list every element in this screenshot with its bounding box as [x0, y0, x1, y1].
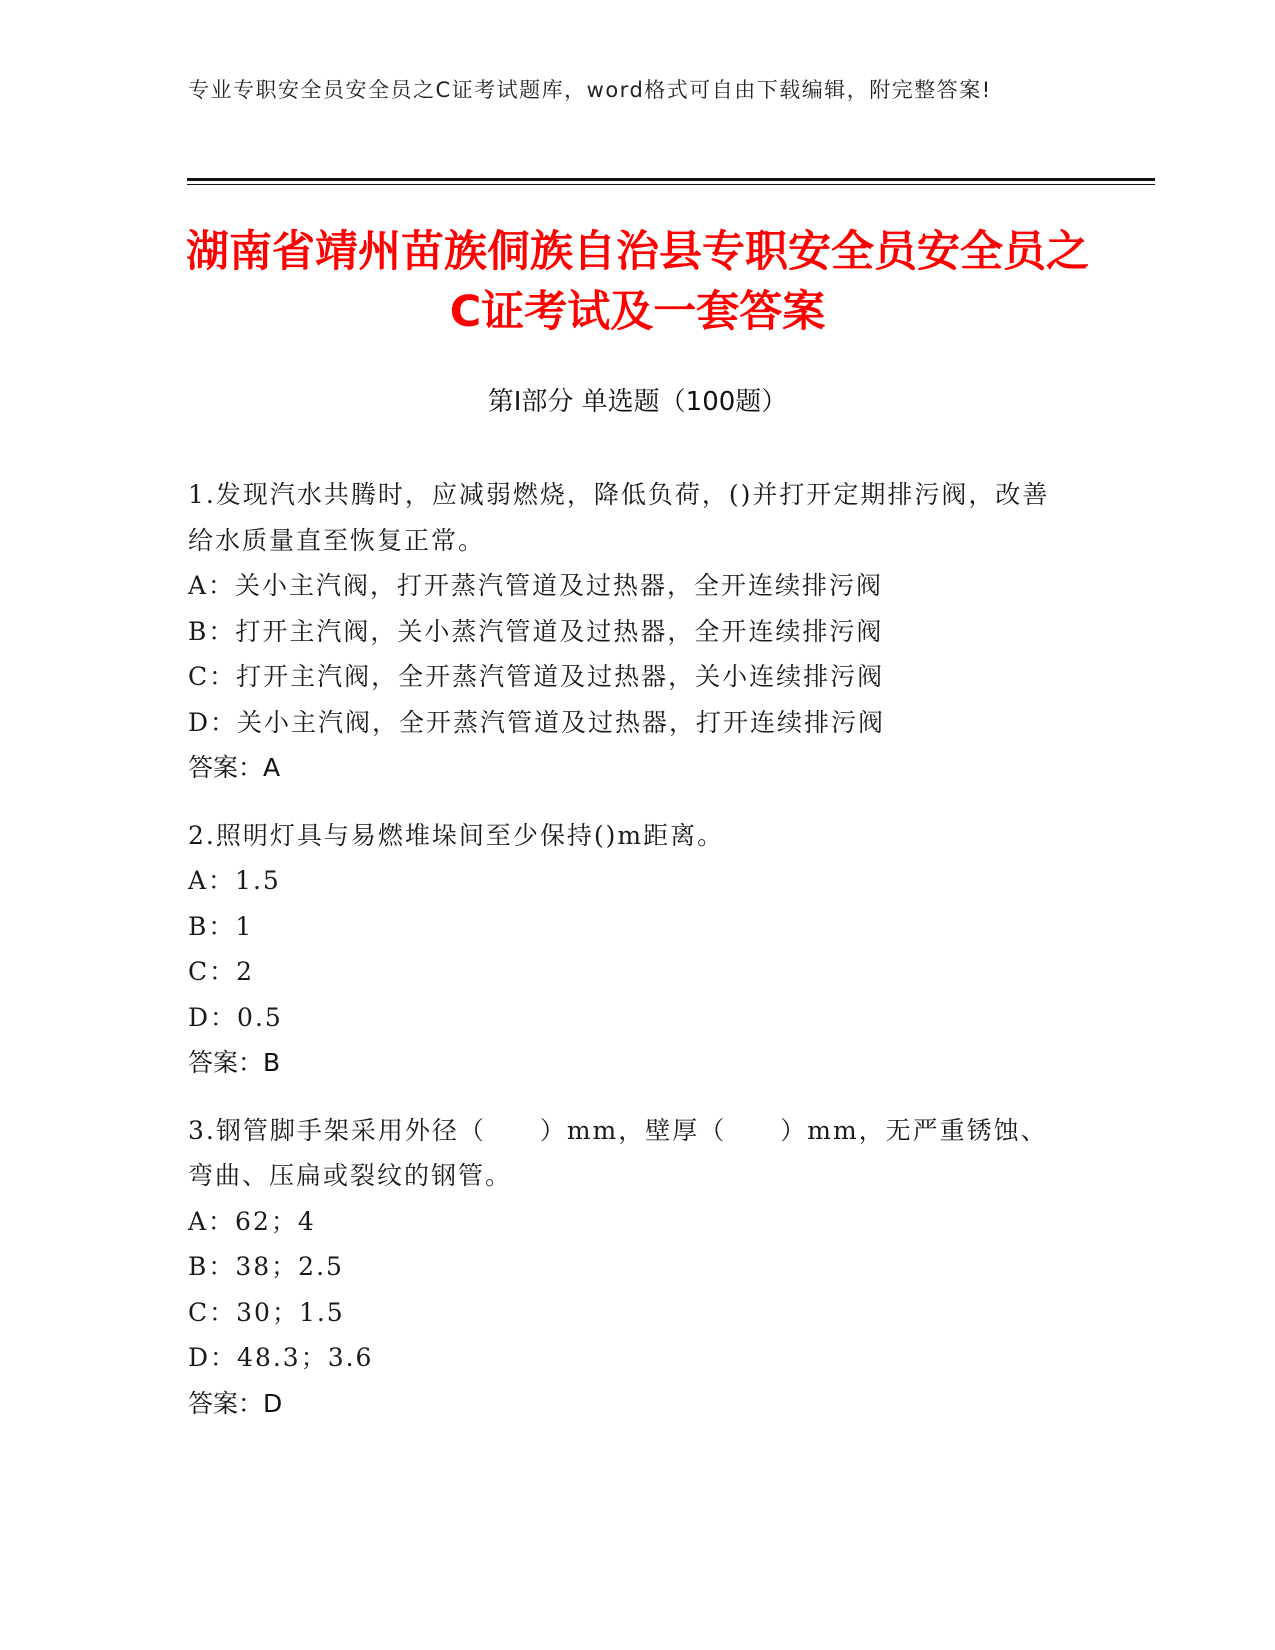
question-stem: 3.钢管脚手架采用外径（ ）mm，壁厚（ ）mm，无严重锈蚀、弯曲、压扁或裂纹的钢管。 — [188, 1115, 1048, 1190]
option-b: B：38；2.5 — [188, 1252, 344, 1281]
option-c: C：2 — [188, 957, 255, 986]
question-1 — [188, 472, 1068, 791]
question-2 — [188, 813, 1068, 1086]
document-title: 湖南省靖州苗族侗族自治县专职安全员安全员之C证考试及一套答案 — [186, 227, 1089, 337]
answer: 答案：D — [188, 1388, 283, 1418]
question-stem: 2.照明灯具与易燃堆垛间至少保持()m距离。 — [188, 820, 725, 850]
option-c: C：打开主汽阀，全开蒸汽管道及过热器，关小连续排污阀 — [188, 662, 885, 691]
option-d: D：0.5 — [188, 1002, 283, 1032]
option-a: A：1.5 — [188, 866, 281, 895]
question-list — [188, 472, 1068, 1448]
question-3 — [188, 1108, 1068, 1427]
option-d: D：48.3；3.6 — [188, 1343, 374, 1372]
option-c: C：30；1.5 — [188, 1297, 345, 1327]
answer: 答案：B — [188, 1048, 281, 1077]
section-title: 第Ⅰ部分 单选题（100题） — [487, 387, 788, 417]
header-note: 专业专职安全员安全员之C证考试题库，word格式可自由下载编辑，附完整答案! — [188, 78, 992, 102]
option-a: A：关小主汽阀，打开蒸汽管道及过热器，全开连续排污阀 — [188, 571, 884, 600]
header-rule-thin — [187, 184, 1155, 185]
option-d: D：关小主汽阀，全开蒸汽管道及过热器，打开连续排污阀 — [188, 707, 886, 737]
option-b: B：打开主汽阀，关小蒸汽管道及过热器，全开连续排污阀 — [188, 616, 884, 646]
option-a: A：62；4 — [188, 1206, 316, 1236]
option-b: B：1 — [188, 911, 254, 941]
header-rule-thick — [187, 178, 1155, 181]
question-stem: 1.发现汽水共腾时，应减弱燃烧，降低负荷，()并打开定期排污阀，改善给水质量直至恢复正常。 — [188, 480, 1050, 555]
answer: 答案：A — [188, 753, 281, 782]
